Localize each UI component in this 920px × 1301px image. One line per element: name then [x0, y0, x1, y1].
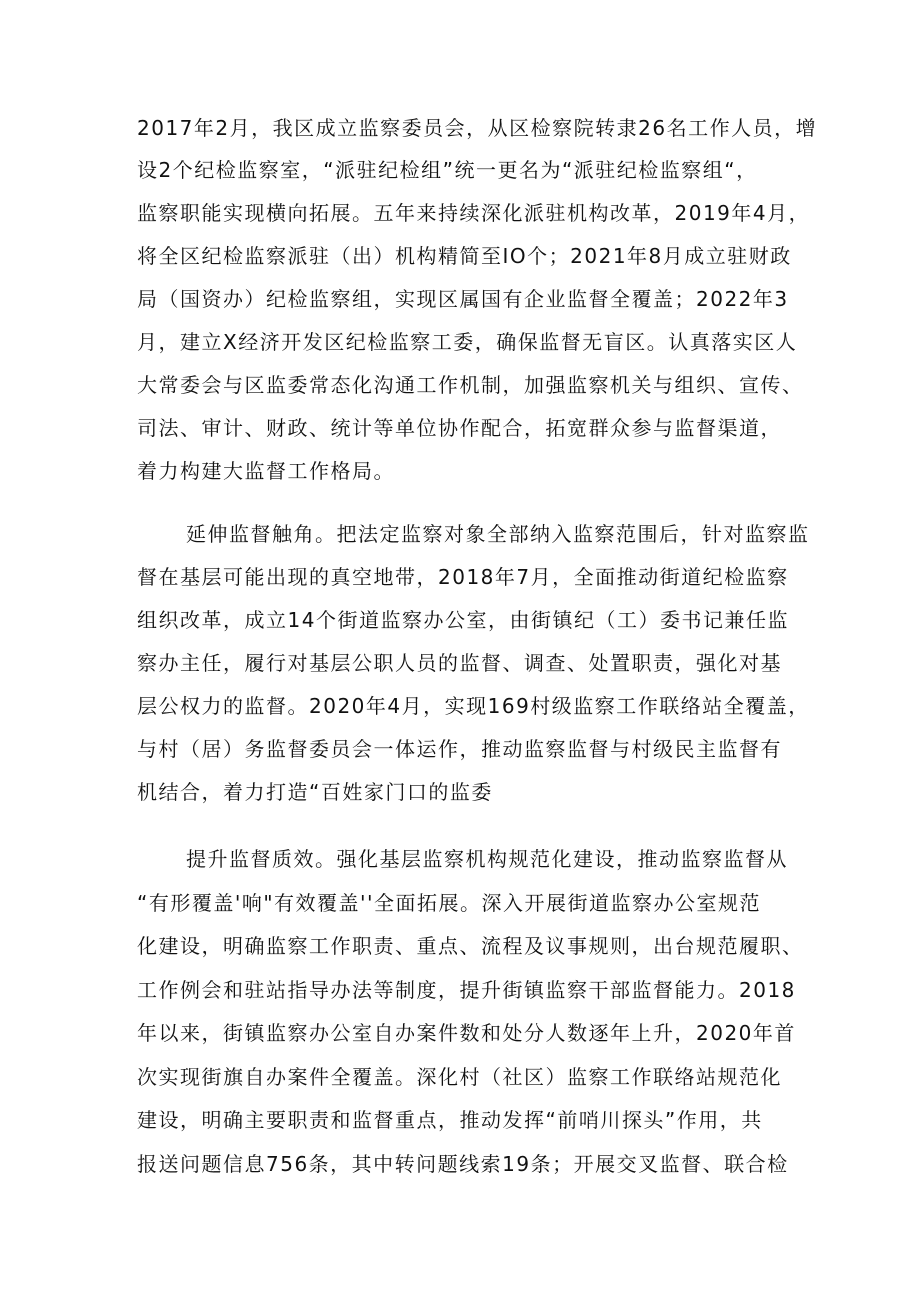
paragraph-line: 司法、审计、财政、统计等单位协作配合，拓宽群众参与监督渠道， — [137, 416, 782, 440]
paragraph-line: 报送问题信息756条，其中转问题线索19条；开展交叉监督、联合检 — [137, 1152, 789, 1176]
paragraph-line: 层公权力的监督。2020年4月，实现169村级监察工作联络站全覆盖， — [137, 694, 810, 718]
paragraph-line: 设2个纪检监察室，“派驻纪检组”统一更名为“派驻纪检监察组“， — [137, 158, 758, 182]
paragraph-line: 局（国资办）纪检监察组，实现区属国有企业监督全覆盖；2022年3 — [137, 287, 789, 311]
paragraph-line: 化建设，明确监察工作职责、重点、流程及议事规则，出台规范履职、 — [137, 934, 804, 958]
paragraph-line: 大常委会与区监委常态化沟通工作机制，加强监察机关与组织、宣传、 — [137, 373, 804, 397]
paragraph-line: 督在基层可能出现的真空地带，2018年7月，全面推动街道纪检监察 — [137, 565, 789, 589]
paragraph-line: 提升监督质效。强化基层监察机构规范化建设，推动监察监督从 — [186, 847, 788, 871]
paragraph-line: 监察职能实现横向拓展。五年来持续深化派驻机构改革，2019年4月， — [137, 201, 811, 225]
paragraph-line: “有形覆盖'响"有效覆盖''全面拓展。深入开展街道监察办公室规范 — [137, 891, 762, 915]
paragraph-line: 月，建立X经济开发区纪检监察工委，确保监督无盲区。认真落实区人 — [137, 330, 798, 354]
paragraph-line: 着力构建大监督工作格局。 — [137, 459, 395, 483]
paragraph-line: 与村（居）务监督委员会一体运作，推动监察监督与村级民主监督有 — [137, 737, 782, 761]
paragraph-line: 年以来，街镇监察办公室自办案件数和处分人数逐年上升，2020年首 — [137, 1021, 796, 1045]
paragraph-line: 次实现街旗自办案件全覆盖。深化村（社区）监察工作联络站规范化 — [137, 1065, 782, 1089]
paragraph-line: 建设，明确主要职责和监督重点，推动发挥“前哨川探头”作用，共 — [137, 1108, 763, 1132]
paragraph-line: 察办主任，履行对基层公职人员的监督、调查、处置职责，强化对基 — [137, 651, 782, 675]
paragraph-line: 将全区纪检监察派驻（出）机构精简至IO个；2021年8月成立驻财政 — [137, 244, 792, 268]
paragraph-line: 组织改革，成立14个街道监察办公室，由街镇纪（工）委书记兼任监 — [137, 608, 789, 632]
paragraph-line: 工作例会和驻站指导办法等制度，提升街镇监察干部监督能力。2018 — [137, 978, 796, 1002]
paragraph-line: 机结合，着力打造“百姓家门口的监委 — [137, 780, 493, 804]
paragraph-line: 2017年2月，我区成立监察委员会，从区检察院转隶26名工作人员，增 — [137, 116, 818, 140]
paragraph-line: 延伸监督触角。把法定监察对象全部纳入监察范围后，针对监察监 — [186, 522, 810, 546]
